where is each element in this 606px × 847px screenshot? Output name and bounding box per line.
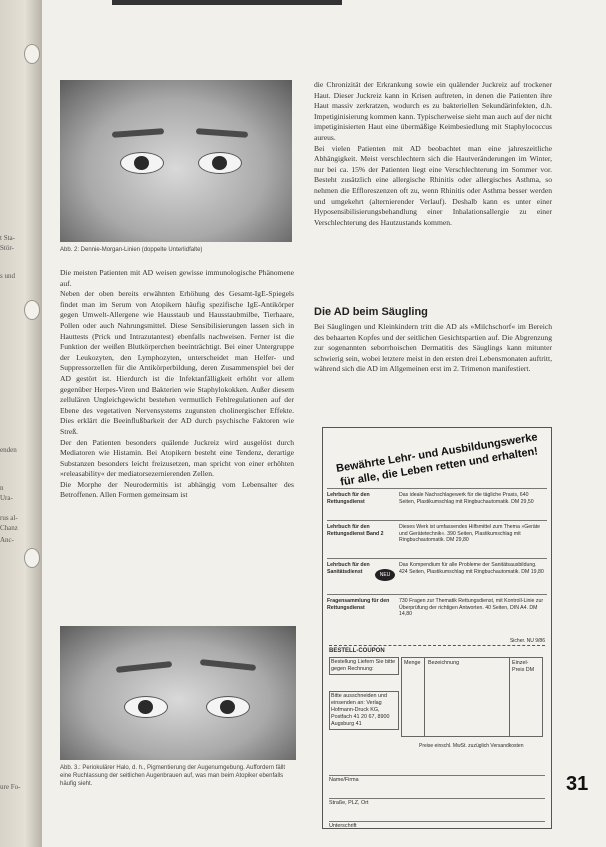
paragraph: Die Morphe der Neurodermitis ist abhängig vom Lebensalter des Betroffenen. Allen Formen gemeinsam ist: [60, 479, 294, 500]
spine-text: rus al-: [0, 514, 18, 522]
ad-item-title: Fragensammlung für den Rettungsdienst: [327, 598, 390, 611]
name-field[interactable]: Name/Firma: [329, 775, 545, 784]
book-advertisement: [322, 427, 552, 829]
eyebrow: [196, 128, 248, 138]
binding-ring: [24, 300, 40, 320]
left-text-column: [60, 268, 294, 501]
ad-item-title: Lehrbuch für den Sanitätsdienst: [327, 562, 370, 575]
ad-item-title: Lehrbuch für den Rettungsdienst: [327, 492, 370, 505]
divider: [327, 558, 547, 559]
address-field[interactable]: Straße, PLZ, Ort: [329, 798, 545, 807]
eyebrow: [116, 661, 172, 673]
spine-text: Anc-: [0, 536, 14, 544]
child-eyes-photo: [60, 80, 292, 242]
order-table[interactable]: [401, 657, 543, 737]
publisher-address: Bitte ausschneiden und einsenden an: Verlag Hofmann-Druck KG, Postfach 41 20 67, 8900 Augsburg 41: [329, 691, 399, 730]
binding-spine: [0, 0, 42, 847]
order-coupon: [329, 638, 545, 830]
spine-text: Ura-: [0, 494, 13, 502]
eyebrow: [200, 659, 256, 671]
binding-ring: [24, 548, 40, 568]
col-header: Menge: [404, 660, 421, 666]
divider: [327, 520, 547, 521]
ad-item-text: Das ideale Nachschlagewerk für die tägliche Praxis, 640 Seiten, Plastikumschlag mit Ringbuchautomatik. DM 29,50: [399, 492, 534, 505]
photo-caption: Abb. 3.: Periokulärer Halo, d. h., Pigmentierung der Augenumgebung. Auffordern fällt eine Ruchlassung der seitlichen Augenbrauen auf, was man beim Atopiker ebenfalls häufig sieht.: [60, 765, 286, 787]
ad-item-text: Dieses Werk ist umfassendes Hilfsmittel zum Thema »Geräte und Gerätetechnik«. 390 Seiten, Plastikumschlag mit Ringbuchautomatik. DM 29,80: [399, 524, 541, 544]
paragraph: Neben der oben bereits erwähnten Erhöhung des Gesamt-IgE-Spiegels findet man im Serum von Atopikern häufig spezifische IgE-Antikörper gegen Umwelt-Allergene wie Hausstaub und Hausstaubmilbe, Tierhaare, Pollen oder auch Nahrungsmittel. Diese Sensibilisierungen lassen sich in Hauttests (Prick und Intrazutantest) ebenfalls nachweisen. Ferner ist die Funktion der weißen Blutkörperchen beeinträchtigt. Bei einer Untergruppe der Leukozyten, den Lymphozyten, unterscheidet man Helfer- und Suppressorzellen für die Antikörperbildung, deren Zusammenspiel bei der AD gestört ist. Hierdurch ist die Infektanfälligkeit erhöht vor allem gegenüber Herpes-Viren und Bakterien wie Staphylokokken. Außer diesem zellulären Ungleichgewicht bestehen vermutlich Fehlregulationen auf der Ebene des vegetativen Nervensystems zugunsten cholinergischer Effekte. Dies erklärt die Beeinflußbarkeit der AD durch psychische Faktoren wie Streß.: [60, 289, 294, 436]
col-header: Bezeichnung: [428, 660, 460, 666]
paragraph: Die meisten Patienten mit AD weisen gewisse immunologische Phänomene auf.: [60, 268, 294, 288]
right-text-column: [314, 80, 552, 228]
signature-field[interactable]: Unterschrift: [329, 821, 545, 830]
top-bar: [112, 0, 342, 5]
periocular-halo-photo: [60, 626, 296, 760]
ad-slogan: Bewährte Lehr- und Ausbildungswerke für alle, die Leben retten und erhalten!: [335, 431, 539, 489]
spine-text: n: [0, 484, 4, 492]
photo-caption: Abb. 2: Dennie-Morgan-Linien (doppelte Unterlidfalte): [60, 247, 203, 253]
paragraph: Der den Patienten besonders quälende Juckreiz wird ausgelöst durch Mediatoren wie Histamin. Bei Atopikern besteht eine Tendenz, derartige Substanzen besonders leicht freizusetzen, man spricht von einer erhöhten »releasability« der mediatorsezernierenden Zellen.: [60, 437, 294, 479]
ad-item-text: Das Kompendium für alle Probleme der Sanitätsausbildung. 424 Seiten, Plastikumschlag mit Ringbuchautomatik. DM 19,80: [399, 562, 544, 575]
eye: [206, 696, 250, 718]
paragraph: die Chronizität der Erkrankung sowie ein quälender Juckreiz auf trockener Haut. Dieser Juckreiz kann in Krisen auftreten, in denen die Patienten ihre Haut massiv zerkratzen, wodurch es zu bakteriellen Sekundärinfekten, d.h. Impetiginisierung kommen kann. Typischerweise sieht man auch auf der nicht impetiginisierten Haut eine übermäßige Keimbesiedlung mit Staphylococcus aureus.: [314, 80, 552, 142]
ad-reference: Sicher. NU 9/86: [509, 638, 545, 644]
spine-text: Stör-: [0, 244, 14, 252]
page-number: 31: [566, 773, 589, 795]
spine-text: enden: [0, 446, 17, 454]
spine-text: s und: [0, 272, 15, 280]
col-header: Einzel-Preis DM: [512, 660, 535, 673]
ad-item-title: Lehrbuch für den Rettungsdienst Band 2: [327, 524, 384, 537]
coupon-order-label: Bestellung Liefern Sie bitte gegen Rechnung:: [329, 657, 399, 675]
coupon-title: BESTELL-COUPON: [329, 645, 545, 655]
ad-item-text: 730 Fragen zur Thematik Rettungsdienst, mit Kontroll-Linie zur Überprüfung der richtigen Antworten. 40 Seiten, DIN A4. DM 14,80: [399, 598, 544, 618]
new-badge: NEU: [375, 569, 395, 581]
paragraph: Bei vielen Patienten mit AD beobachtet man eine jahreszeitliche Abhängigkeit. Meist verschlechtern sich die Hautveränderungen im Winter, nur bei ca. 15% der Patienten liegt eine Verschlechterung im Sommer vor. Besteht zusätzlich eine allergische Rhinitis oder allergisches Asthma, so nehmen die Effloreszenzen oft zu, wenn Rhinitis oder Asthma besser werden und umgekehrt (alternierender Verlauf). Deshalb kann es unter einer Hyposensibilisierungsbehandlung einer Inhalationsallergie zu einer Verschlechterung des Hautzustands kommen.: [314, 143, 552, 227]
binding-ring: [24, 44, 40, 64]
magazine-page: [42, 0, 606, 847]
eye: [124, 696, 168, 718]
eye: [120, 152, 164, 174]
spine-text: t Sta-: [0, 234, 15, 242]
section-text: Bei Säuglingen und Kleinkindern tritt die AD als »Milchschorf« im Bereich des behaarten Kopfes und der seitlichen Gesichtspartien auf. Die Abgrenzung zur sogenannten seborrhoischen Dermatitis des Säuglings kann mitunter schwierig sein, wobei letztere meist in den ersten drei Lebensmonaten auftritt, während sich die AD im Allgemeinen erst im 2. Trimenon manifestiert.: [314, 322, 552, 374]
divider: [327, 594, 547, 595]
eyebrow: [112, 128, 164, 138]
section-heading: Die AD beim Säugling: [314, 306, 428, 318]
eye: [198, 152, 242, 174]
divider: [327, 488, 547, 489]
spine-text: ure Fo-: [0, 783, 21, 791]
spine-text: Chanz: [0, 524, 18, 532]
price-note: Preise einschl. MwSt. zuzüglich Versandkosten: [419, 743, 524, 749]
